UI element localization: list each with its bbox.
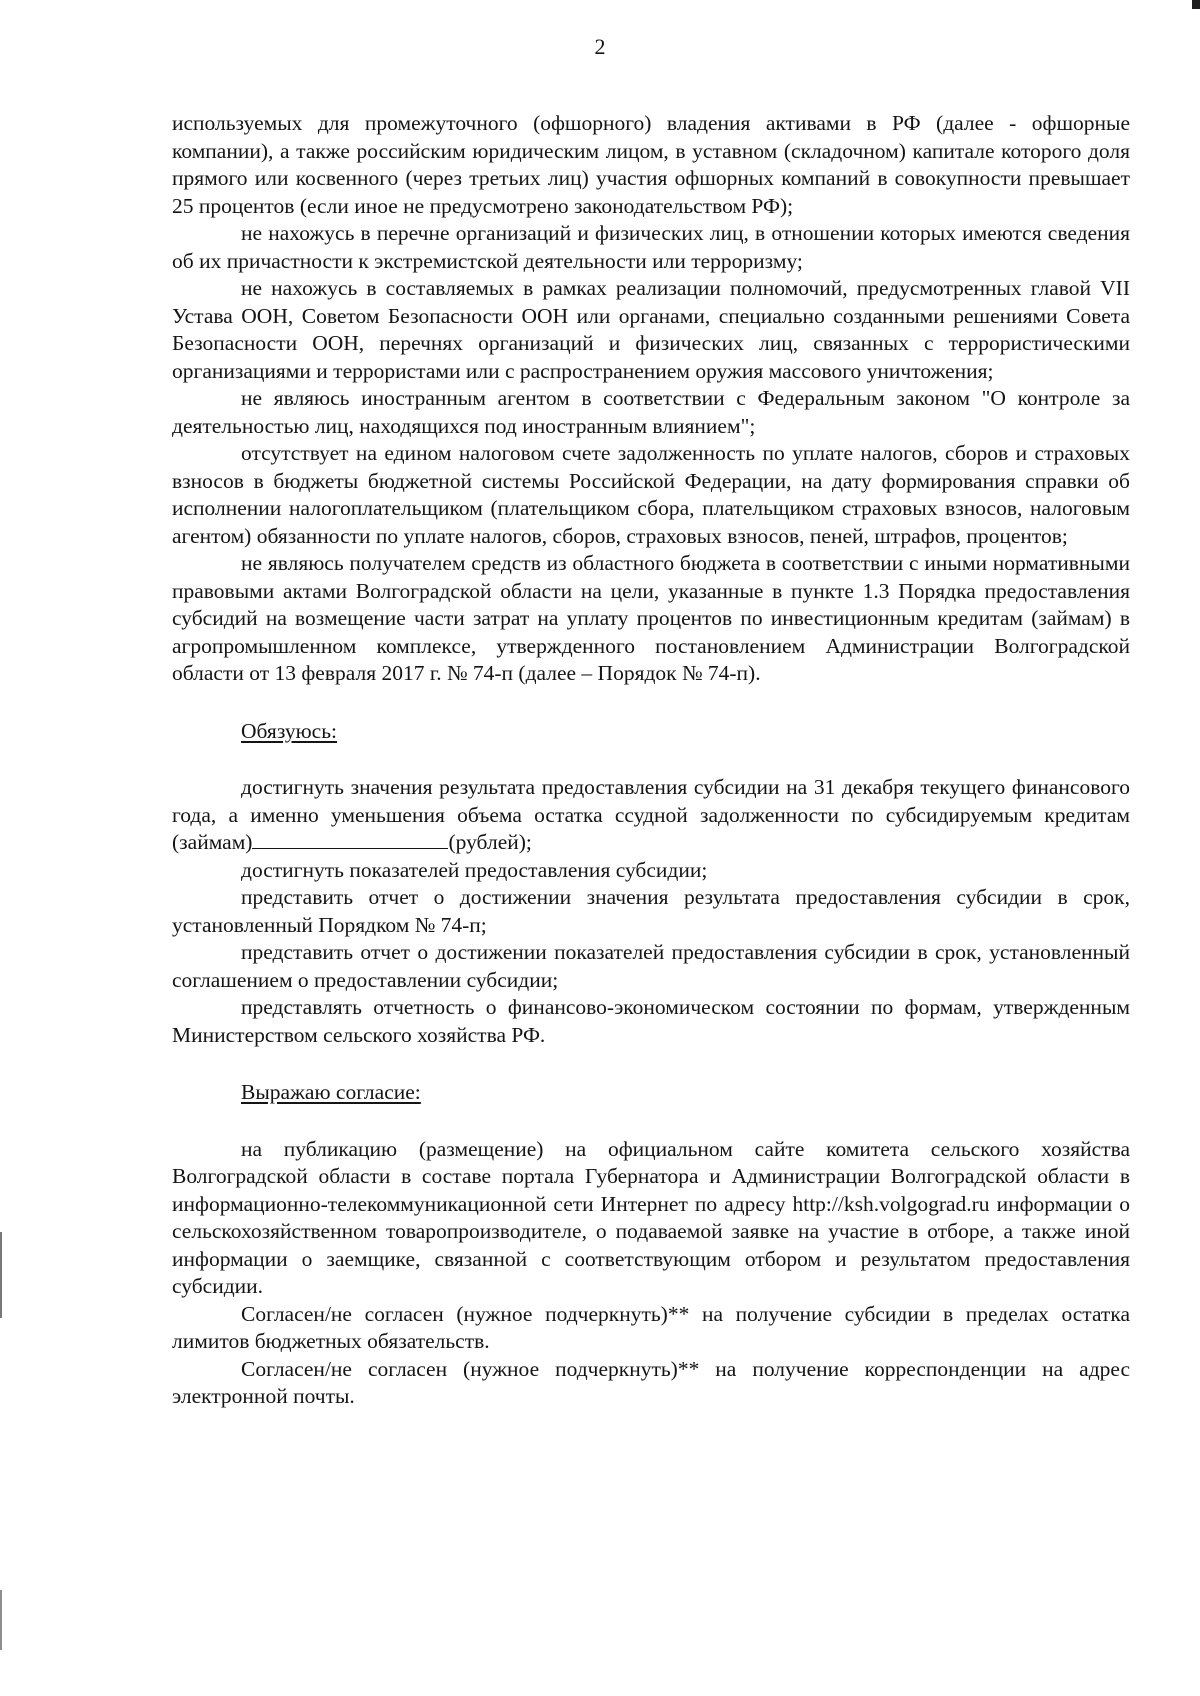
paragraph-un-sanctions: не нахожусь в составляемых в рамках реализации полномочий, предусмотренных главой VII Устава ООН, Советом Безопасности ООН или органами, специально созданными решениями Совета Безопасности ООН, перечнях организаций и физических лиц, связанных с террористическими организациями и террористами или с распространением оружия массового уничтожения; — [172, 276, 1130, 383]
paragraph-budget-limits-consent: Согласен/не согласен (нужное подчеркнуть)** на получение субсидии в пределах остатка лимитов бюджетных обязательств. — [172, 1301, 1130, 1353]
heading-obligations: Обязуюсь: — [241, 718, 337, 743]
paragraph-report-result: представить отчет о достижении значения результата предоставления субсидии в срок, установленный Порядком № 74-п; — [172, 885, 1130, 937]
paragraph-extremism-list: не нахожусь в перечне организаций и физических лиц, в отношении которых имеются сведения об их причастности к экстремистской деятельности или терроризму; — [172, 221, 1130, 273]
paragraph-financial-reporting: представлять отчетность о финансово-экономическом состоянии по формам, утвержденным Министерством сельского хозяйства РФ. — [172, 995, 1130, 1047]
scan-edge-mark-left-bottom — [0, 1590, 2, 1650]
heading-consent: Выражаю согласие: — [241, 1080, 421, 1104]
scan-edge-mark-top-right — [1192, 0, 1200, 9]
amount-blank-line — [252, 830, 448, 849]
paragraph-email-consent: Согласен/не согласен (нужное подчеркнуть)** на получение корреспонденции на адрес электронной почты. — [172, 1356, 1130, 1408]
result-value-text: достигнуть значения результата предоставления субсидии на 31 декабря текущего финансового года, а именно уменьшения объема остатка ссудной задолженности по субсидируемым кредитам (займам) — [172, 775, 1130, 854]
paragraph-result-value — [172, 774, 1130, 857]
scan-edge-mark-left — [0, 1232, 2, 1318]
paragraph-regional-budget: не являюсь получателем средств из областного бюджета в соответствии с иными нормативными правовыми актами Волгоградской области на цели, указанные в пункте 1.3 Порядка предоставления субсидий на возмещение части затрат на уплату процентов по инвестиционным кредитам (займам) в агропромышленном комплексе, утвержденного постановлением Администрации Волгоградской области от 13 февраля 2017 г. № 74-п (далее – Порядок № 74-п). — [172, 551, 1130, 685]
paragraph-indicators: достигнуть показателей предоставления субсидии; — [241, 857, 708, 882]
paragraph-foreign-agent: не являюсь иностранным агентом в соответствии с Федеральным законом "О контроле за деятельностью лиц, находящихся под иностранным влиянием"; — [172, 386, 1130, 438]
page-number: 2 — [594, 34, 606, 59]
paragraph-publication-consent: на публикацию (размещение) на официальном сайте комитета сельского хозяйства Волгоградской области в составе портала Губернатора и Администрации Волгоградской области в информационно-телекоммуникационной сети Интернет по адресу http://ksh.volgograd.ru информации о сельскохозяйственном товаропроизводителе, о подаваемой заявке на участие в отборе, а также иной информации о заемщике, связанной с соответствующим отбором и результатом предоставления субсидии. — [172, 1136, 1130, 1298]
paragraph-tax-debt: отсутствует на едином налоговом счете задолженность по уплате налогов, сборов и страховых взносов в бюджеты бюджетной системы Российской Федерации, на дату формирования справки об исполнении налогоплательщиком (плательщиком сбора, плательщиком страховых взносов, налоговым агентом) обязанности по уплате налогов, сборов, страховых взносов, пеней, штрафов, процентов; — [172, 441, 1130, 548]
result-value-unit: (рублей); — [448, 830, 532, 854]
paragraph-report-indicators: представить отчет о достижении показателей предоставления субсидии в срок, установленный соглашением о предоставлении субсидии; — [172, 940, 1130, 992]
paragraph-offshore: используемых для промежуточного (офшорного) владения активами в РФ (далее - офшорные компании), а также российским юридическим лицом, в уставном (складочном) капитале которого доля прямого или косвенного (через третьих лиц) участия офшорных компаний в совокупности превышает 25 процентов (если иное не предусмотрено законодательством РФ); — [172, 111, 1130, 218]
document-body — [172, 110, 1130, 1411]
